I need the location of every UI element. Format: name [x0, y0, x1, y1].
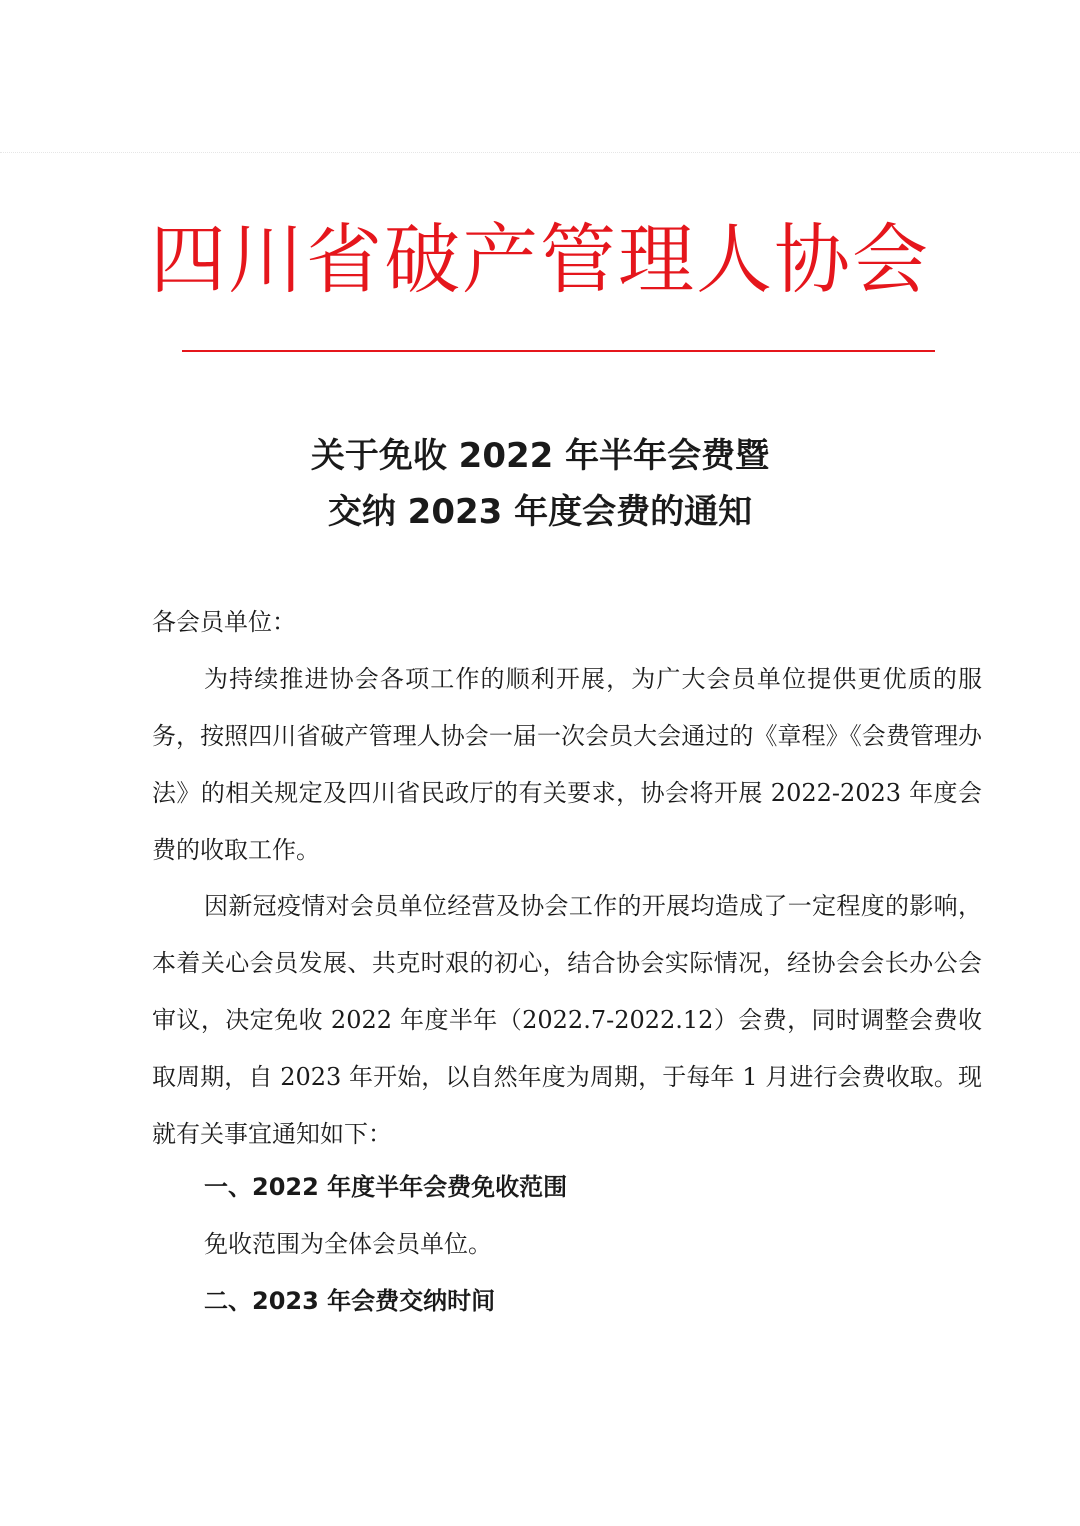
organization-header: 四川省破产管理人协会 [150, 215, 930, 304]
document-title-line-1: 关于免收 2022 年半年会费暨 [310, 436, 770, 476]
paragraph-intro: 为持续推进协会各项工作的顺利开展，为广大会员单位提供更优质的服务，按照四川省破产管理人协会一届一次会员大会通过的《章程》《会费管理办法》的相关规定及四川省民政厅的有关要求，协会将开展 2022-2023 年度会费的收取工作。 [152, 665, 982, 864]
section-body-1: 免收范围为全体会员单位。 [204, 1230, 492, 1258]
header-divider [182, 350, 935, 352]
paragraph-decision: 因新冠疫情对会员单位经营及协会工作的开展均造成了一定程度的影响，本着关心会员发展、共克时艰的初心，结合协会实际情况，经协会会长办公会审议，决定免收 2022 年度半年（2022.7-2022.12）会费，同时调整会费收取周期，自 2023 年开始，以自然年度为周期，于每年 1 月进行会费收取。现就有关事宜通知如下： [152, 892, 982, 1148]
section-heading-2: 二、2023 年会费交纳时间 [204, 1287, 496, 1315]
scan-edge-line [0, 152, 1080, 153]
section-heading-1: 一、2022 年度半年会费免收范围 [204, 1173, 568, 1201]
document-title-line-2: 交纳 2023 年度会费的通知 [327, 492, 753, 532]
salutation: 各会员单位： [152, 608, 296, 636]
